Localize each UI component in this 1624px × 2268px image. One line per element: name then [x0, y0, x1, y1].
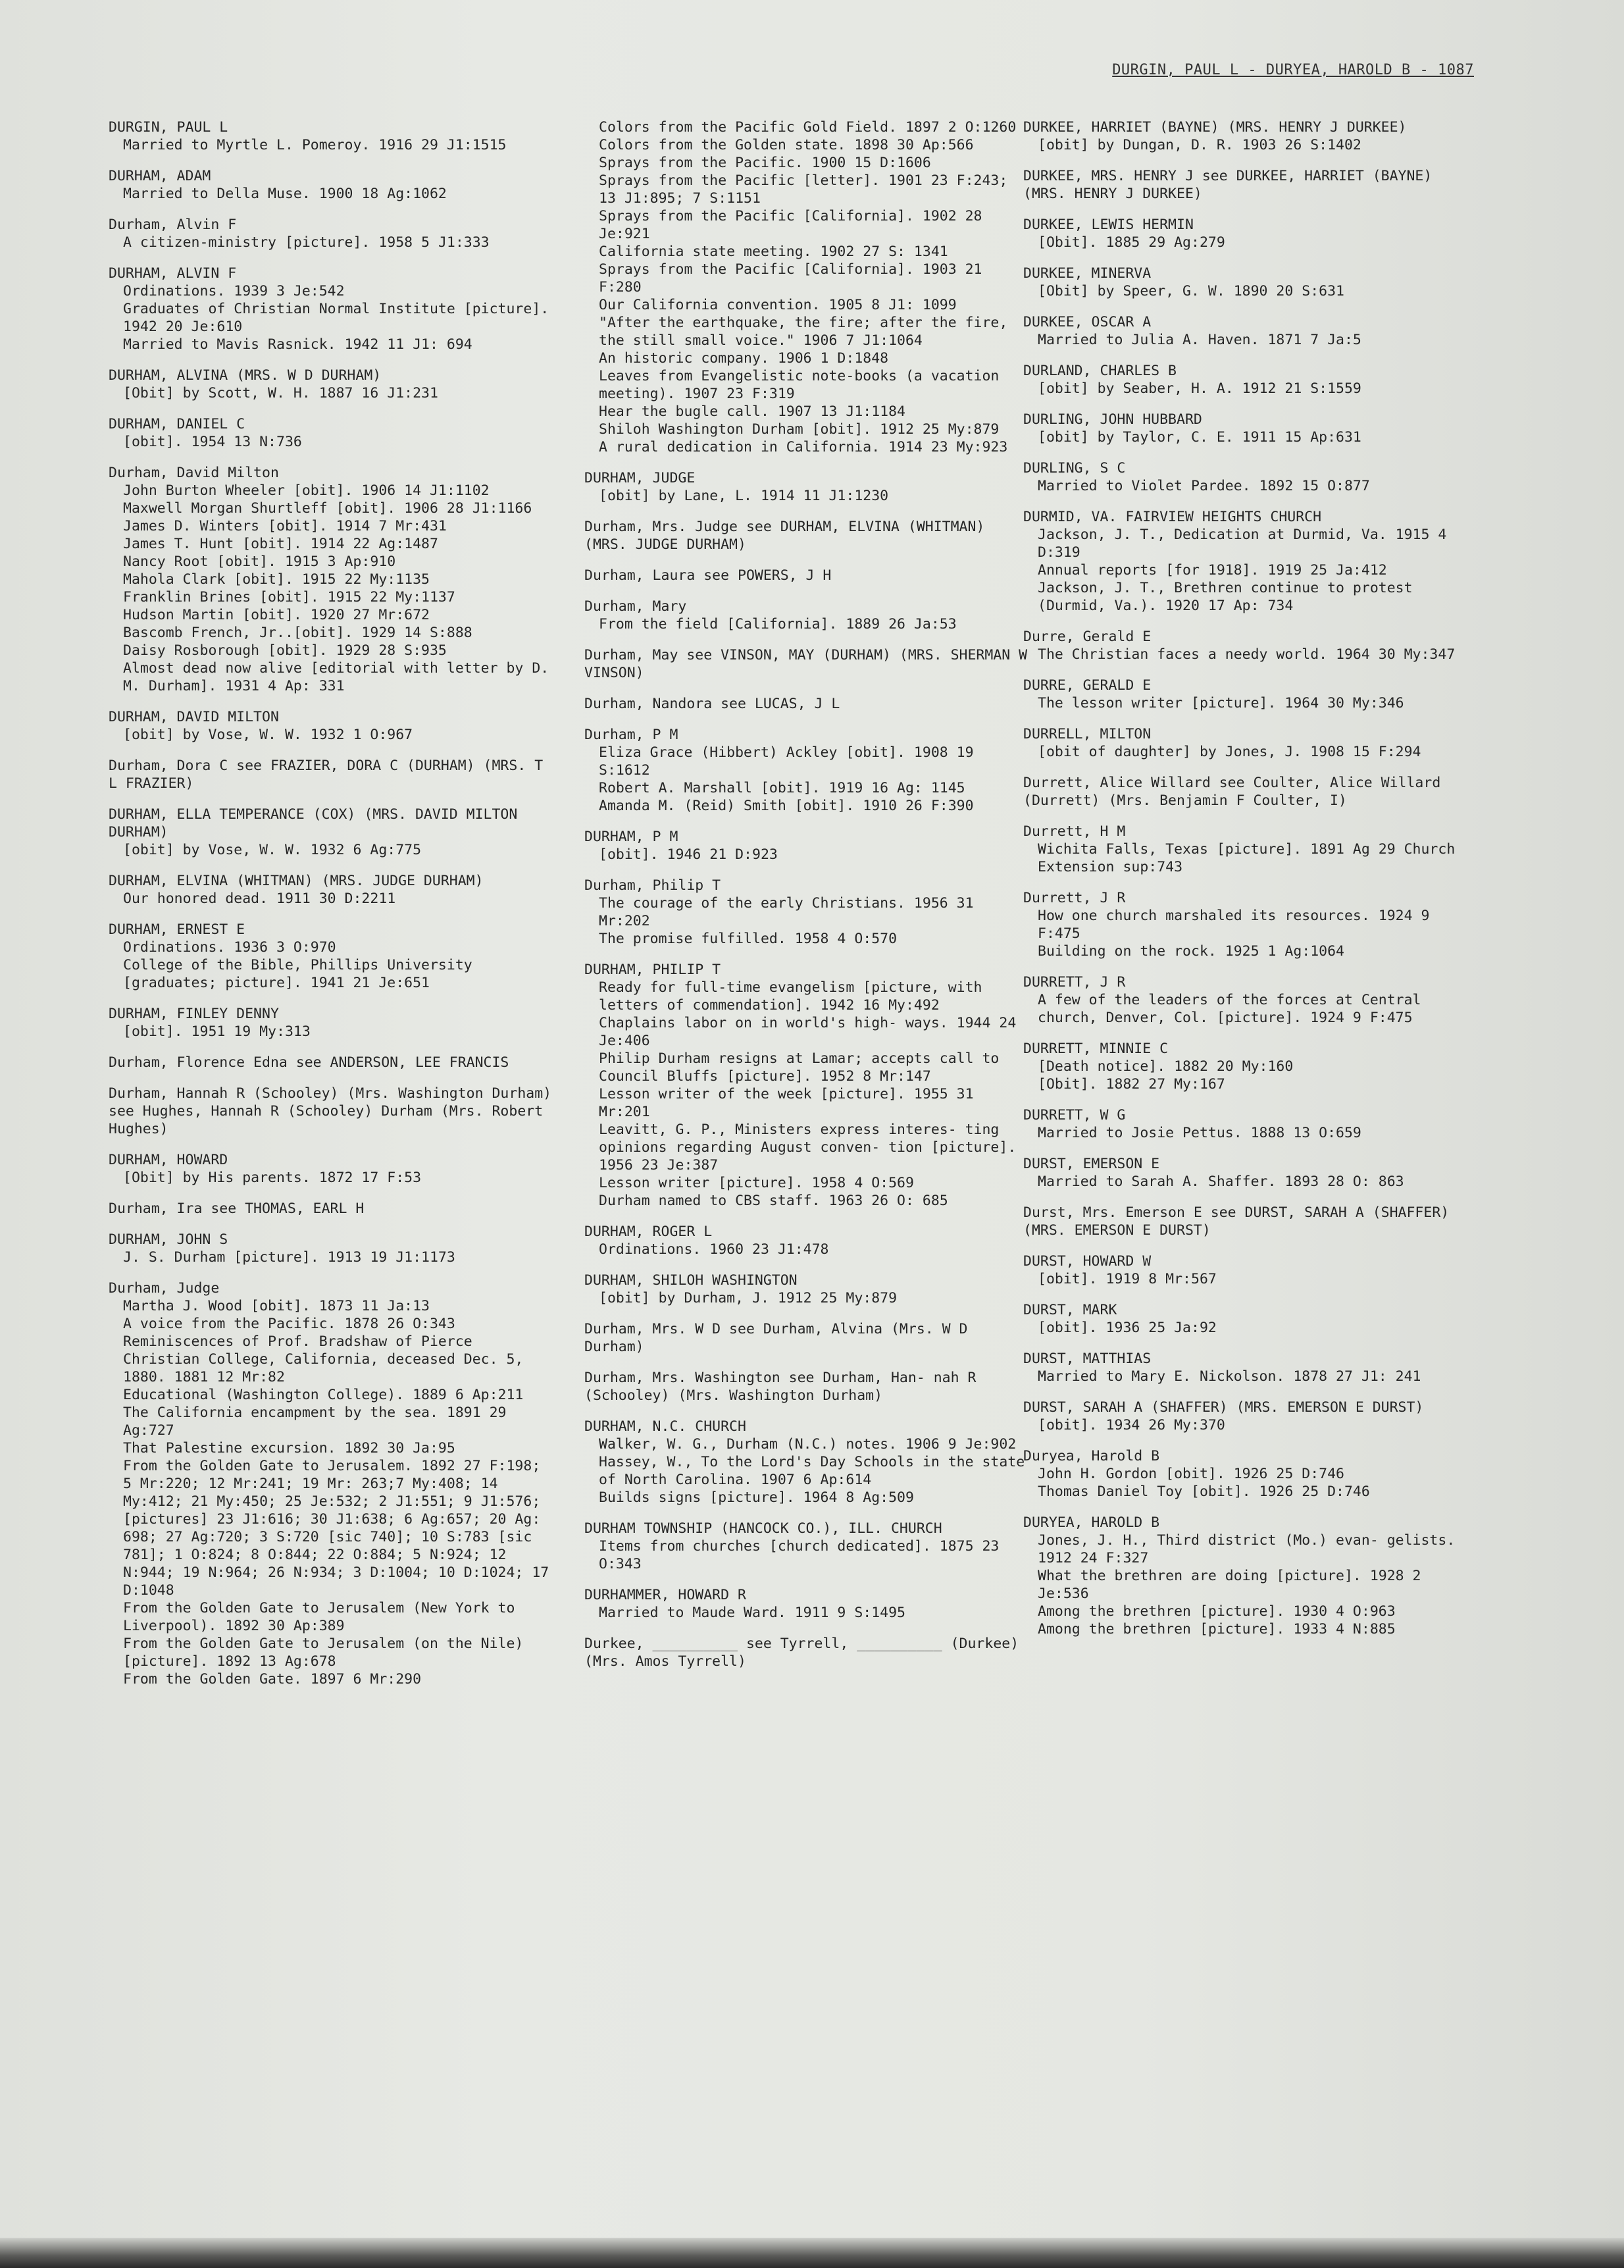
entry-heading: DURKEE, MINERVA	[1023, 265, 1152, 282]
entry-heading: Durham, David Milton	[109, 465, 279, 481]
entry-citation: [obit] by Lane, L. 1914 11 J1:1230	[599, 488, 889, 504]
entry-heading: DURHAMMER, HOWARD R	[584, 1587, 746, 1603]
entry-citation: Sprays from the Pacific. 1900 15 D:1606	[599, 155, 931, 171]
scan-bottom-edge	[0, 2238, 1624, 2268]
entry-heading: DURRETT, W G	[1023, 1107, 1126, 1123]
entry-citation: Wichita Falls, Texas [picture]. 1891 Ag 29 Church Extension sup:743	[1038, 841, 1456, 875]
entry-citation: Items from churches [church dedicated]. 1875 23 O:343	[599, 1538, 1000, 1572]
entry-citation: Our honored dead. 1911 30 D:2211	[123, 890, 396, 907]
entry-citation: College of the Bible, Phillips University [graduates; picture]. 1941 21 Je:651	[123, 957, 472, 991]
entry-citation: Ordinations. 1936 3 O:970	[123, 939, 336, 956]
entry-citation: Bascomb French, Jr..[obit]. 1929 14 S:888	[123, 625, 472, 641]
entry-citation: Married to Julia A. Haven. 1871 7 Ja:5	[1038, 332, 1361, 348]
column-3	[1023, 118, 1471, 1651]
entry-citation: Leavitt, G. P., Ministers express interes- ting opinions regarding August conven- tion [picture]. 1956 23 Je:387	[599, 1121, 1017, 1173]
index-entry	[109, 367, 556, 402]
index-entry	[584, 877, 1032, 948]
entry-citation: Among the brethren [picture]. 1933 4 N:885	[1038, 1621, 1396, 1637]
entry-heading: Durham, Hannah R (Schooley) (Mrs. Washington Durham) see Hughes, Hannah R (Schooley) Durham (Mrs. Robert Hughes)	[109, 1085, 552, 1137]
entry-heading: Durham, Philip T	[584, 877, 721, 894]
entry-heading: Durham, Mrs. Judge see DURHAM, ELVINA (WHITMAN) (MRS. JUDGE DURHAM)	[584, 519, 985, 553]
entry-citation: Educational (Washington College). 1889 6 Ap:211	[123, 1387, 524, 1403]
entry-citation: Sprays from the Pacific [California]. 1903 21 F:280	[599, 261, 982, 296]
entry-heading: Durham, P M	[584, 727, 678, 743]
entry-heading: DURKEE, MRS. HENRY J see DURKEE, HARRIET (BAYNE) (MRS. HENRY J DURKEE)	[1023, 168, 1433, 202]
entry-heading: Durre, Gerald E	[1023, 629, 1152, 645]
entry-heading: DURHAM, JOHN S	[109, 1231, 228, 1248]
index-entry	[584, 1586, 1032, 1622]
index-entry	[1023, 411, 1471, 446]
entry-citation: Martha J. Wood [obit]. 1873 11 Ja:13	[123, 1298, 430, 1314]
index-entry	[584, 1223, 1032, 1258]
entry-citation: The lesson writer [picture]. 1964 30 My:346	[1038, 695, 1404, 711]
entry-citation: Maxwell Morgan Shurtleff [obit]. 1906 28 J1:1166	[123, 500, 532, 517]
entry-heading: DURKEE, OSCAR A	[1023, 314, 1152, 330]
entry-heading: DURHAM, DANIEL C	[109, 416, 245, 432]
entry-heading: DURST, HOWARD W	[1023, 1253, 1152, 1270]
entry-citation: Married to Mavis Rasnick. 1942 11 J1: 694	[123, 336, 472, 353]
entry-citation: Sprays from the Pacific [California]. 1902 28 Je:921	[599, 208, 982, 242]
index-entry	[1023, 1106, 1471, 1142]
entry-heading: DURST, EMERSON E	[1023, 1156, 1160, 1172]
entry-heading: Durham, Florence Edna see ANDERSON, LEE FRANCIS	[109, 1054, 509, 1071]
entry-heading: Durrett, J R	[1023, 890, 1126, 906]
entry-citation: Ready for full-time evangelism [picture, with letters of commendation]. 1942 16 My:492	[599, 979, 982, 1014]
entry-heading: DURLING, S C	[1023, 460, 1126, 477]
entry-citation: Amanda M. (Reid) Smith [obit]. 1910 26 F:390	[599, 798, 974, 814]
index-entry	[1023, 1447, 1471, 1501]
entry-heading: Durham, Mary	[584, 598, 687, 615]
index-entry	[1023, 362, 1471, 398]
entry-heading: DURYEA, HAROLD B	[1023, 1514, 1160, 1531]
index-entry	[584, 1272, 1032, 1307]
entry-citation: Robert A. Marshall [obit]. 1919 16 Ag: 1145	[599, 780, 965, 796]
index-entry	[584, 695, 1032, 713]
entry-heading: DURHAM TOWNSHIP (HANCOCK CO.), ILL. CHURCH	[584, 1520, 942, 1537]
index-entry	[109, 708, 556, 744]
entry-heading: DURRETT, MINNIE C	[1023, 1041, 1169, 1057]
entry-citation: [Obit] by Speer, G. W. 1890 20 S:631	[1038, 283, 1344, 299]
entry-citation: A citizen-ministry [picture]. 1958 5 J1:333	[123, 234, 490, 251]
index-entry	[584, 598, 1032, 633]
index-entry	[109, 216, 556, 251]
entry-heading: DURRELL, MILTON	[1023, 726, 1152, 742]
index-entry	[584, 469, 1032, 505]
entry-heading: DURHAM, FINLEY DENNY	[109, 1006, 279, 1022]
index-entry	[1023, 1204, 1471, 1239]
entry-citation: Hear the bugle call. 1907 13 J1:1184	[599, 403, 905, 420]
entry-citation: [Obit] by Scott, W. H. 1887 16 J1:231	[123, 385, 438, 401]
entry-citation: A few of the leaders of the forces at Central church, Denver, Col. [picture]. 1924 9 F:475	[1038, 992, 1421, 1026]
entry-heading: DURST, SARAH A (SHAFFER) (MRS. EMERSON E DURST)	[1023, 1399, 1424, 1416]
index-entry	[1023, 1155, 1471, 1191]
index-entry	[1023, 889, 1471, 960]
index-entry	[1023, 216, 1471, 251]
entry-citation: Ordinations. 1939 3 Je:542	[123, 283, 345, 299]
index-entry	[1023, 118, 1471, 154]
index-entry	[109, 118, 556, 154]
entry-citation: Sprays from the Pacific [letter]. 1901 23 F:243; 13 J1:895; 7 S:1151	[599, 172, 1008, 207]
index-entry	[109, 167, 556, 203]
index-entry	[584, 828, 1032, 863]
entry-heading: DURLING, JOHN HUBBARD	[1023, 411, 1202, 428]
entry-heading: Durham, Dora C see FRAZIER, DORA C (DURHAM) (MRS. T L FRAZIER)	[109, 758, 544, 792]
index-entry	[584, 1320, 1032, 1356]
entry-citation: The Christian faces a needy world. 1964 30 My:347	[1038, 646, 1456, 663]
index-entry	[1023, 508, 1471, 615]
entry-citation: Married to Josie Pettus. 1888 13 O:659	[1038, 1125, 1361, 1141]
entry-citation: Ordinations. 1960 23 J1:478	[599, 1241, 829, 1258]
index-entry	[1023, 677, 1471, 712]
index-entry	[109, 1151, 556, 1187]
entry-heading: Durham, May see VINSON, MAY (DURHAM) (MRS. SHERMAN W VINSON)	[584, 647, 1028, 681]
entry-citation: Jackson, J. T., Dedication at Durmid, Va. 1915 4 D:319	[1038, 527, 1447, 561]
index-entry	[109, 1005, 556, 1041]
index-entry	[584, 567, 1032, 584]
entry-citation: Walker, W. G., Durham (N.C.) notes. 1906 9 Je:902	[599, 1436, 1017, 1453]
entry-citation: From the Golden Gate. 1897 6 Mr:290	[123, 1671, 422, 1688]
entry-heading: Durham, Ira see THOMAS, EARL H	[109, 1200, 365, 1217]
entry-heading: DURHAM, ROGER L	[584, 1224, 713, 1240]
index-entry	[1023, 973, 1471, 1027]
entry-heading: DURGIN, PAUL L	[109, 119, 228, 136]
entry-heading: DURST, MATTHIAS	[1023, 1351, 1152, 1367]
index-entry	[109, 1085, 556, 1138]
entry-citation: Graduates of Christian Normal Institute [picture]. 1942 20 Je:610	[123, 301, 549, 335]
running-header: DURGIN, PAUL L - DURYEA, HAROLD B - 1087	[1112, 62, 1474, 78]
index-entry	[584, 518, 1032, 554]
entry-citation: Lesson writer [picture]. 1958 4 O:569	[599, 1175, 914, 1191]
entry-citation: Durham named to CBS staff. 1963 26 O: 685	[599, 1193, 948, 1209]
entry-citation: [obit] by Dungan, D. R. 1903 26 S:1402	[1038, 137, 1361, 153]
entry-citation: [obit]. 1936 25 Ja:92	[1038, 1320, 1217, 1336]
index-entry	[109, 1231, 556, 1266]
entry-citation: A voice from the Pacific. 1878 26 O:343	[123, 1316, 455, 1332]
entry-citation: Eliza Grace (Hibbert) Ackley [obit]. 1908 19 S:1612	[599, 744, 974, 779]
entry-citation: Franklin Brines [obit]. 1915 22 My:1137	[123, 589, 455, 606]
index-entry	[584, 1418, 1032, 1507]
index-entry	[1023, 1301, 1471, 1337]
column-1	[109, 118, 556, 1701]
entry-citation: Builds signs [picture]. 1964 8 Ag:509	[599, 1489, 914, 1506]
entry-citation: "After the earthquake, the fire; after the fire, the still small voice." 1906 7 J1:1064	[599, 315, 1008, 349]
entry-heading: DURHAM, P M	[584, 829, 678, 845]
index-entry	[584, 1635, 1032, 1670]
index-entry	[109, 1200, 556, 1218]
entry-citation: [obit] by Taylor, C. E. 1911 15 Ap:631	[1038, 429, 1361, 446]
entry-citation: Married to Myrtle L. Pomeroy. 1916 29 J1:1515	[123, 137, 507, 153]
entry-heading: DURHAM, ELVINA (WHITMAN) (MRS. JUDGE DURHAM)	[109, 873, 484, 889]
entry-citation: Colors from the Pacific Gold Field. 1897 2 O:1260	[599, 119, 1017, 136]
index-entry	[1023, 1514, 1471, 1638]
entry-citation: James D. Winters [obit]. 1914 7 Mr:431	[123, 518, 447, 534]
entry-citation: Chaplains labor on in world's high- ways. 1944 24 Je:406	[599, 1015, 1017, 1049]
entry-heading: DURHAM, PHILIP T	[584, 962, 721, 978]
entry-heading: Durham, Laura see POWERS, J H	[584, 567, 832, 584]
entry-citation: [obit] by Seaber, H. A. 1912 21 S:1559	[1038, 380, 1361, 397]
entry-heading: Durham, Mrs. W D see Durham, Alvina (Mrs. W D Durham)	[584, 1321, 968, 1355]
index-entry	[584, 726, 1032, 815]
entry-citation: Reminiscences of Prof. Bradshaw of Pierce Christian College, California, deceased Dec. 5, 1880. 1881 12 Mr:82	[123, 1333, 524, 1385]
index-entry	[1023, 1040, 1471, 1093]
entry-heading: Durham, Nandora see LUCAS, J L	[584, 696, 840, 712]
index-entry	[1023, 1399, 1471, 1434]
index-entry	[109, 872, 556, 908]
entry-citation: Leaves from Evangelistic note-books (a vacation meeting). 1907 23 F:319	[599, 368, 1000, 402]
entry-citation: Married to Della Muse. 1900 18 Ag:1062	[123, 186, 447, 202]
entry-heading: Durrett, H M	[1023, 823, 1126, 840]
entry-citation: Lesson writer of the week [picture]. 1955 31 Mr:201	[599, 1086, 974, 1120]
entry-heading: DURHAM, ALVIN F	[109, 265, 237, 282]
entry-citation: James T. Hunt [obit]. 1914 22 Ag:1487	[123, 536, 438, 552]
entry-citation: From the Golden Gate to Jerusalem. 1892 27 F:198; 5 Mr:220; 12 Mr:241; 19 Mr: 263;7 My:408; 14 My:412; 21 My:450; 25 Je:532; 2 J1:551; 9 J1:576; [pictures] 23 J1:616; 30 J1:638; 6 Ag:657; 20 Ag: 698; 27 Ag:720; 3 S:720 [sic 740]; 10 S:783 [sic 781]; 1 O:824; 8 O:844; 22 O:884; 5 N:924; 12 N:944; 19 N:964; 26 N:934; 3 D:1004; 10 D:1024; 17 D:1048	[123, 1458, 549, 1599]
entry-heading: Durst, Mrs. Emerson E see DURST, SARAH A (SHAFFER) (MRS. EMERSON E DURST)	[1023, 1204, 1450, 1239]
index-entry	[109, 806, 556, 859]
entry-citation: Married to Maude Ward. 1911 9 S:1495	[599, 1605, 905, 1621]
index-entry	[1023, 459, 1471, 495]
entry-citation: What the brethren are doing [picture]. 1928 2 Je:536	[1038, 1568, 1421, 1602]
entry-citation: Among the brethren [picture]. 1930 4 O:963	[1038, 1603, 1396, 1620]
entry-heading: DURST, MARK	[1023, 1302, 1117, 1318]
entry-citation: [Obit]. 1882 27 My:167	[1038, 1076, 1225, 1093]
index-entry	[584, 646, 1032, 682]
entry-citation: [obit] by Vose, W. W. 1932 1 O:967	[123, 727, 413, 743]
entry-heading: Durham, Mrs. Washington see Durham, Han- nah R (Schooley) (Mrs. Washington Durham)	[584, 1370, 977, 1404]
entry-citation: Annual reports [for 1918]. 1919 25 Ja:412	[1038, 562, 1387, 579]
entry-heading: DURHAM, ELLA TEMPERANCE (COX) (MRS. DAVID MILTON DURHAM)	[109, 806, 518, 840]
entry-citation: [obit of daughter] by Jones, J. 1908 15 F:294	[1038, 744, 1421, 760]
entry-citation: Nancy Root [obit]. 1915 3 Ap:910	[123, 554, 396, 570]
entry-heading: DURHAM, ALVINA (MRS. W D DURHAM)	[109, 367, 382, 384]
entry-citation: Hassey, W., To the Lord's Day Schools in the state of North Carolina. 1907 6 Ap:614	[599, 1454, 1025, 1488]
index-entry	[584, 118, 1032, 456]
entry-citation: How one church marshaled its resources. 1924 9 F:475	[1038, 908, 1430, 942]
entry-citation: John Burton Wheeler [obit]. 1906 14 J1:1102	[123, 482, 490, 499]
entry-citation: Married to Mary E. Nickolson. 1878 27 J1: 241	[1038, 1368, 1421, 1385]
entry-heading: Durham, Alvin F	[109, 217, 237, 233]
entry-citation: Married to Violet Pardee. 1892 15 O:877	[1038, 478, 1370, 494]
entry-citation: The courage of the early Christians. 1956 31 Mr:202	[599, 895, 974, 929]
index-entry	[1023, 628, 1471, 663]
entry-citation: [obit] by Durham, J. 1912 25 My:879	[599, 1290, 898, 1306]
entry-heading: Duryea, Harold B	[1023, 1448, 1160, 1464]
entry-heading: DURHAM, HOWARD	[109, 1152, 228, 1168]
entry-heading: DURRE, GERALD E	[1023, 677, 1152, 694]
entry-heading: DURHAM, SHILOH WASHINGTON	[584, 1272, 798, 1289]
entry-citation: The California encampment by the sea. 1891 29 Ag:727	[123, 1405, 507, 1439]
entry-heading: DURKEE, LEWIS HERMIN	[1023, 217, 1194, 233]
entry-heading: DURMID, VA. FAIRVIEW HEIGHTS CHURCH	[1023, 509, 1322, 525]
entry-citation: An historic company. 1906 1 D:1848	[599, 350, 889, 367]
index-entry	[1023, 823, 1471, 876]
entry-heading: Durrett, Alice Willard see Coulter, Alice Willard (Durrett) (Mrs. Benjamin F Coulter, I)	[1023, 775, 1441, 809]
entry-heading: DURHAM, N.C. CHURCH	[584, 1418, 746, 1435]
entry-citation: [Obit] by His parents. 1872 17 F:53	[123, 1170, 422, 1186]
entry-citation: [obit] by Vose, W. W. 1932 6 Ag:775	[123, 842, 422, 858]
index-entry	[1023, 313, 1471, 349]
index-entry	[1023, 265, 1471, 300]
entry-citation: That Palestine excursion. 1892 30 Ja:95	[123, 1440, 455, 1456]
entry-citation: From the field [California]. 1889 26 Ja:53	[599, 616, 957, 632]
entry-citation: [obit]. 1934 26 My:370	[1038, 1417, 1225, 1433]
entry-heading: DURHAM, ERNEST E	[109, 921, 245, 938]
entry-citation: Building on the rock. 1925 1 Ag:1064	[1038, 943, 1344, 960]
entry-citation: Married to Sarah A. Shaffer. 1893 28 O: 863	[1038, 1173, 1404, 1190]
entry-citation: [Obit]. 1885 29 Ag:279	[1038, 234, 1225, 251]
index-entry	[109, 921, 556, 992]
entry-heading: Durham, Judge	[109, 1280, 220, 1297]
index-entry	[1023, 167, 1471, 203]
index-entry	[109, 415, 556, 451]
index-entry	[109, 265, 556, 353]
entry-citation: Jackson, J. T., Brethren continue to protest (Durmid, Va.). 1920 17 Ap: 734	[1038, 580, 1413, 614]
index-entry	[1023, 1350, 1471, 1385]
entry-citation: Mahola Clark [obit]. 1915 22 My:1135	[123, 571, 430, 588]
entry-heading: DURHAM, JUDGE	[584, 470, 696, 486]
entry-citation: [obit]. 1919 8 Mr:567	[1038, 1271, 1217, 1287]
entry-citation: J. S. Durham [picture]. 1913 19 J1:1173	[123, 1249, 455, 1266]
entry-heading: DURRETT, J R	[1023, 974, 1126, 991]
entry-citation: Jones, J. H., Third district (Mo.) evan- gelists. 1912 24 F:327	[1038, 1532, 1456, 1566]
column-2	[584, 118, 1032, 1684]
entry-citation: John H. Gordon [obit]. 1926 25 D:746	[1038, 1466, 1344, 1482]
index-entry	[1023, 725, 1471, 761]
entry-citation: Daisy Rosborough [obit]. 1929 28 S:935	[123, 642, 447, 659]
index-entry	[109, 1054, 556, 1071]
entry-heading: DURLAND, CHARLES B	[1023, 363, 1177, 379]
entry-citation: [obit]. 1954 13 N:736	[123, 434, 302, 450]
entry-citation: Colors from the Golden state. 1898 30 Ap:566	[599, 137, 974, 153]
index-entry	[584, 961, 1032, 1210]
entry-citation: Hudson Martin [obit]. 1920 27 Mr:672	[123, 607, 430, 623]
entry-heading: DURHAM, DAVID MILTON	[109, 709, 279, 725]
entry-citation: Almost dead now alive [editorial with letter by D. M. Durham]. 1931 4 Ap: 331	[123, 660, 549, 694]
index-entry	[1023, 1252, 1471, 1288]
index-entry	[109, 1279, 556, 1688]
index-entry	[584, 1520, 1032, 1573]
entry-heading: Durkee, __________ see Tyrrell, __________ (Durkee) (Mrs. Amos Tyrrell)	[584, 1636, 1019, 1670]
entry-citation: [Death notice]. 1882 20 My:160	[1038, 1058, 1294, 1075]
entry-citation: A rural dedication in California. 1914 23 My:923	[599, 439, 1008, 455]
entry-citation: [obit]. 1946 21 D:923	[599, 846, 778, 863]
entry-citation: California state meeting. 1902 27 S: 1341	[599, 244, 948, 260]
entry-citation: From the Golden Gate to Jerusalem (on the Nile) [picture]. 1892 13 Ag:678	[123, 1636, 524, 1670]
index-entry	[1023, 774, 1471, 810]
entry-citation: From the Golden Gate to Jerusalem (New York to Liverpool). 1892 30 Ap:389	[123, 1600, 515, 1634]
entry-citation: Philip Durham resigns at Lamar; accepts call to Council Bluffs [picture]. 1952 8 Mr:147	[599, 1050, 1000, 1085]
entry-citation: Our California convention. 1905 8 J1: 1099	[599, 297, 957, 313]
entry-heading: DURHAM, ADAM	[109, 168, 211, 184]
index-entry	[109, 464, 556, 695]
index-entry	[584, 1369, 1032, 1405]
index-entry	[109, 757, 556, 792]
entry-citation: The promise fulfilled. 1958 4 O:570	[599, 931, 898, 947]
entry-heading: DURKEE, HARRIET (BAYNE) (MRS. HENRY J DURKEE)	[1023, 119, 1407, 136]
entry-citation: Shiloh Washington Durham [obit]. 1912 25 My:879	[599, 421, 1000, 438]
entry-citation: [obit]. 1951 19 My:313	[123, 1023, 311, 1040]
entry-citation: Thomas Daniel Toy [obit]. 1926 25 D:746	[1038, 1483, 1370, 1500]
